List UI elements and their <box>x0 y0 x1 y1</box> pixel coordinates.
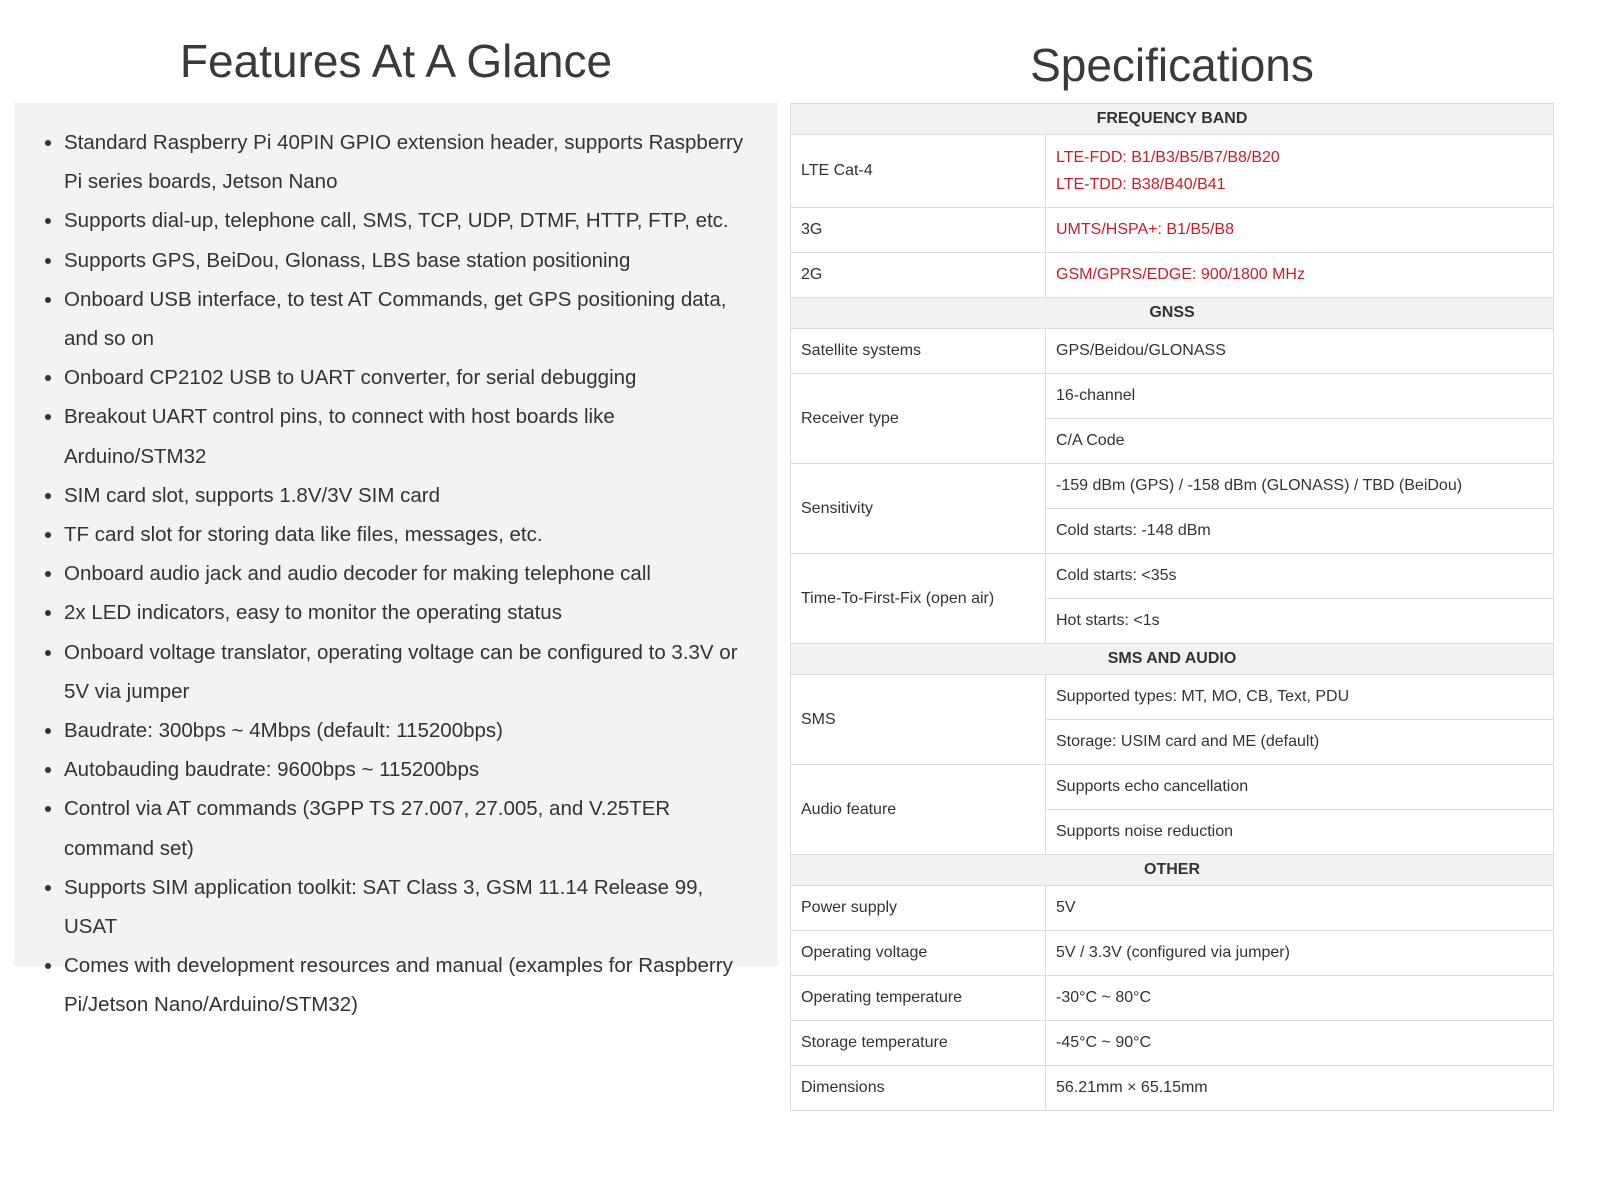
spec-label-audio: Audio feature <box>791 765 1046 855</box>
spec-value-3g: UMTS/HSPA+: B1/B5/B8 <box>1046 208 1554 253</box>
feature-item: • Supports GPS, BeiDou, Glonass, LBS base station positioning <box>64 241 758 280</box>
spec-label-3g: 3G <box>791 208 1046 253</box>
spec-label-storage-temperature: Storage temperature <box>791 1021 1046 1066</box>
feature-item: • Autobauding baudrate: 9600bps ~ 115200bps <box>64 750 758 789</box>
table-row <box>791 886 1554 931</box>
table-row <box>791 675 1554 720</box>
table-row <box>791 1021 1554 1066</box>
spec-label-2g: 2G <box>791 253 1046 298</box>
spec-label-satellite-systems: Satellite systems <box>791 329 1046 374</box>
spec-label-lte: LTE Cat-4 <box>791 135 1046 208</box>
spec-value-sms-storage: Storage: USIM card and ME (default) <box>1046 720 1554 765</box>
table-row <box>791 208 1554 253</box>
spec-label-receiver-type: Receiver type <box>791 374 1046 464</box>
feature-item: • Supports SIM application toolkit: SAT Class 3, GSM 11.14 Release 99, USAT <box>64 868 758 946</box>
feature-item: • Comes with development resources and manual (examples for Raspberry Pi/Jetson Nano/Arduino/STM32) <box>64 946 758 1024</box>
section-header-gnss: GNSS <box>791 298 1554 329</box>
section-header-row <box>791 644 1554 675</box>
spec-value-sms-types: Supported types: MT, MO, CB, Text, PDU <box>1046 675 1554 720</box>
spec-value-sensitivity-cold: Cold starts: -148 dBm <box>1046 509 1554 554</box>
spec-value-receiver-channels: 16-channel <box>1046 374 1554 419</box>
table-row <box>791 765 1554 810</box>
feature-item: • TF card slot for storing data like files, messages, etc. <box>64 515 758 554</box>
spec-value-sensitivity-tracking: -159 dBm (GPS) / -158 dBm (GLONASS) / TBD (BeiDou) <box>1046 464 1554 509</box>
spec-value-audio-echo: Supports echo cancellation <box>1046 765 1554 810</box>
features-title: Features At A Glance <box>179 35 613 87</box>
spec-value-satellite-systems: GPS/Beidou/GLONASS <box>1046 329 1554 374</box>
section-header-frequency-band: FREQUENCY BAND <box>791 104 1554 135</box>
spec-value-operating-temperature: -30°C ~ 80°C <box>1046 976 1554 1021</box>
table-row <box>791 135 1554 208</box>
feature-item: • Baudrate: 300bps ~ 4Mbps (default: 115200bps) <box>64 711 758 750</box>
spec-value-power-supply: 5V <box>1046 886 1554 931</box>
feature-item: • Onboard audio jack and audio decoder for making telephone call <box>64 554 758 593</box>
features-list <box>14 103 778 1025</box>
table-row <box>791 464 1554 509</box>
spec-label-sms: SMS <box>791 675 1046 765</box>
table-row <box>791 931 1554 976</box>
table-row <box>791 253 1554 298</box>
table-row <box>791 554 1554 599</box>
section-header-row <box>791 104 1554 135</box>
feature-item: • SIM card slot, supports 1.8V/3V SIM card <box>64 476 758 515</box>
feature-item: • Standard Raspberry Pi 40PIN GPIO extension header, supports Raspberry Pi series boards, Jetson Nano <box>64 123 758 201</box>
spec-value-ttff-cold: Cold starts: <35s <box>1046 554 1554 599</box>
feature-item: • 2x LED indicators, easy to monitor the operating status <box>64 593 758 632</box>
spec-label-power-supply: Power supply <box>791 886 1046 931</box>
specifications-title: Specifications <box>1030 39 1314 91</box>
table-row <box>791 374 1554 419</box>
spec-value-operating-voltage: 5V / 3.3V (configured via jumper) <box>1046 931 1554 976</box>
spec-value-dimensions: 56.21mm × 65.15mm <box>1046 1066 1554 1111</box>
section-header-row <box>791 855 1554 886</box>
table-row <box>791 976 1554 1021</box>
spec-value-lte <box>1046 135 1554 208</box>
specifications-table <box>790 103 1554 1111</box>
section-header-row <box>791 298 1554 329</box>
spec-value-storage-temperature: -45°C ~ 90°C <box>1046 1021 1554 1066</box>
spec-label-operating-temperature: Operating temperature <box>791 976 1046 1021</box>
spec-label-sensitivity: Sensitivity <box>791 464 1046 554</box>
spec-value-2g: GSM/GPRS/EDGE: 900/1800 MHz <box>1046 253 1554 298</box>
feature-item: • Onboard CP2102 USB to UART converter, for serial debugging <box>64 358 758 397</box>
spec-value-audio-noise: Supports noise reduction <box>1046 810 1554 855</box>
spec-value-ttff-hot: Hot starts: <1s <box>1046 599 1554 644</box>
spec-label-operating-voltage: Operating voltage <box>791 931 1046 976</box>
spec-label-ttff: Time-To-First-Fix (open air) <box>791 554 1046 644</box>
section-header-other: OTHER <box>791 855 1554 886</box>
feature-item: • Breakout UART control pins, to connect with host boards like Arduino/STM32 <box>64 397 758 475</box>
feature-item: • Supports dial-up, telephone call, SMS, TCP, UDP, DTMF, HTTP, FTP, etc. <box>64 201 758 240</box>
spec-value-lte-fdd: LTE-FDD: B1/B3/B5/B7/B8/B20 <box>1056 149 1280 166</box>
feature-item: • Onboard USB interface, to test AT Commands, get GPS positioning data, and so on <box>64 280 758 358</box>
spec-value-lte-tdd: LTE-TDD: B38/B40/B41 <box>1056 176 1226 193</box>
features-panel <box>14 103 778 1017</box>
spec-value-receiver-code: C/A Code <box>1046 419 1554 464</box>
feature-item: • Onboard voltage translator, operating voltage can be configured to 3.3V or 5V via jumper <box>64 633 758 711</box>
table-row <box>791 1066 1554 1111</box>
table-row <box>791 329 1554 374</box>
feature-item: • Control via AT commands (3GPP TS 27.007, 27.005, and V.25TER command set) <box>64 789 758 867</box>
section-header-sms-audio: SMS AND AUDIO <box>791 644 1554 675</box>
spec-label-dimensions: Dimensions <box>791 1066 1046 1111</box>
